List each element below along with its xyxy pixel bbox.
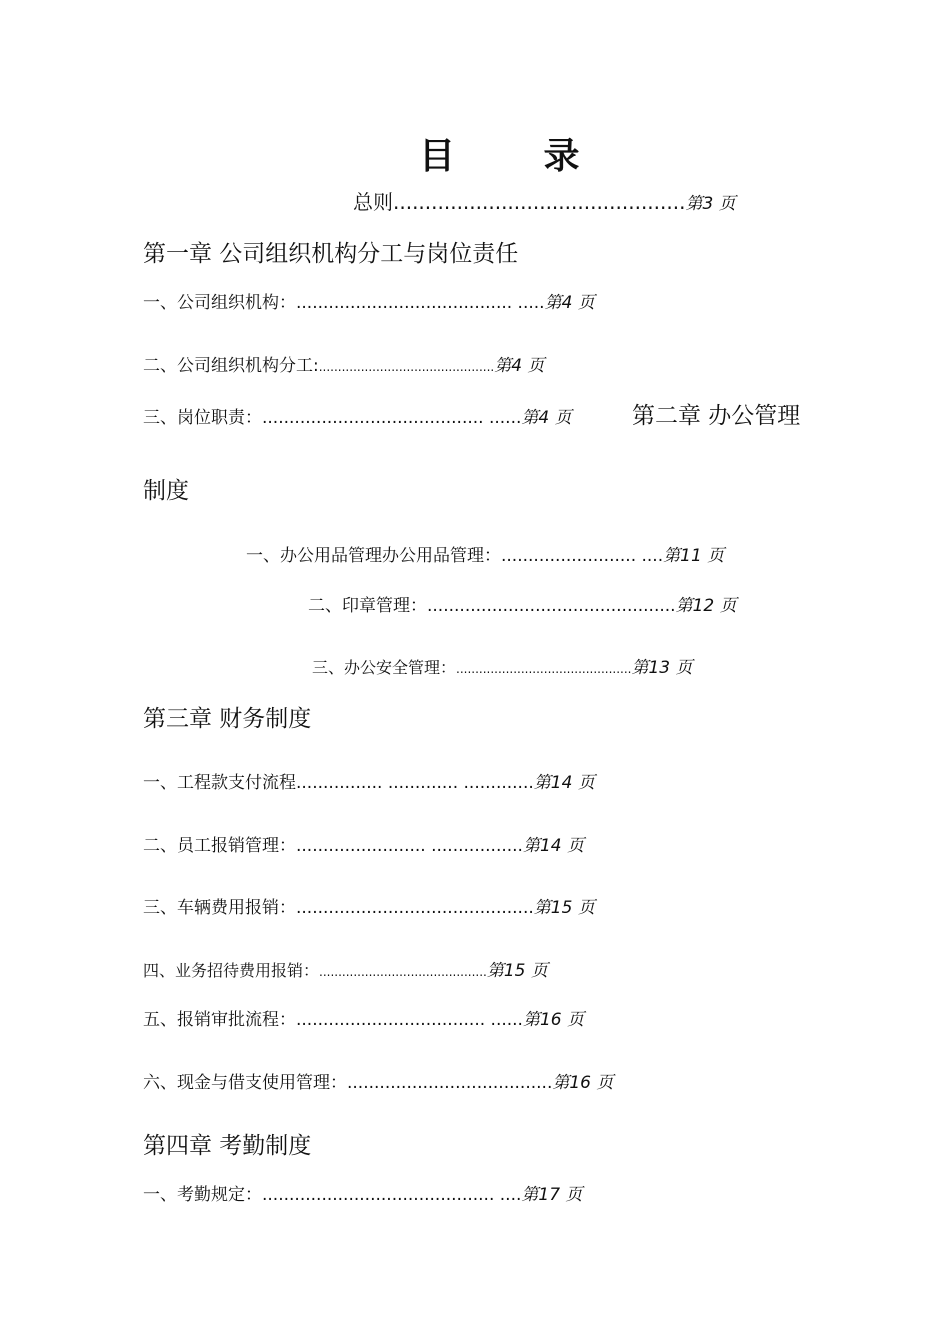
toc-entry-label: 一、办公用品管理办公用品管理： — [246, 546, 501, 566]
toc-entry[interactable] — [143, 403, 572, 428]
toc-page-number: 第14 页 — [522, 836, 585, 856]
toc-leader-dots: .............................................. — [456, 662, 632, 676]
toc-leader-dots: .............................................. — [393, 190, 686, 214]
toc-entry-label: 五、报销审批流程： — [143, 1010, 296, 1030]
toc-entry-label: 一、公司组织机构： — [143, 293, 296, 313]
toc-entry[interactable] — [312, 653, 693, 678]
chapter-heading-2: 第二章 办公管理 — [632, 403, 801, 429]
chapter-heading-1: 第一章 公司组织机构分工与岗位责任 — [143, 241, 519, 267]
toc-entry[interactable] — [143, 1005, 584, 1030]
toc-page-number: 第16 页 — [522, 1010, 585, 1030]
toc-leader-dots: ............................................ — [296, 898, 534, 918]
toc-leader-dots: ........................................ ..... — [296, 293, 545, 313]
toc-entry-label: 总则 — [353, 190, 393, 214]
toc-entry-label: 三、岗位职责： — [143, 408, 262, 428]
chapter-heading-2-continued: 制度 — [143, 478, 189, 504]
toc-page-number: 第14 页 — [533, 773, 595, 793]
toc-entry-label: 三、办公安全管理： — [312, 658, 457, 677]
toc-page-number: 第15 页 — [486, 961, 548, 981]
toc-leader-dots: ................................... ...... — [296, 1010, 523, 1030]
toc-page-number: 第3 页 — [685, 194, 736, 214]
toc-leader-dots: .............................................. — [427, 596, 676, 616]
toc-page-number: 第16 页 — [552, 1073, 614, 1093]
page-title: 目 录 — [419, 136, 618, 177]
toc-entry[interactable] — [143, 1180, 582, 1205]
toc-leader-dots: .............................................. — [318, 360, 495, 374]
toc-entry[interactable] — [143, 893, 595, 918]
toc-entry-label: 四、业务招待费用报销： — [143, 961, 320, 980]
toc-leader-dots: ......................... .... — [501, 546, 664, 566]
toc-entry-label: 二、员工报销管理： — [143, 836, 296, 856]
toc-entry-general[interactable] — [353, 186, 736, 215]
toc-page-number: 第4 页 — [494, 356, 545, 376]
toc-entry[interactable] — [143, 768, 595, 793]
toc-entry[interactable] — [143, 831, 584, 856]
toc-entry-label: 一、工程款支付流程 — [143, 773, 296, 793]
toc-leader-dots: ............................................ — [319, 965, 487, 979]
toc-leader-dots: ...................................... — [347, 1073, 553, 1093]
toc-entry-label: 一、考勤规定： — [143, 1185, 262, 1205]
toc-page-number: 第4 页 — [544, 293, 595, 313]
toc-leader-dots: ......................................... ...... — [262, 408, 522, 428]
toc-entry[interactable] — [246, 541, 724, 566]
toc-page-number: 第4 页 — [521, 408, 572, 428]
toc-page-number: 第12 页 — [675, 596, 737, 616]
chapter-heading-3: 第三章 财务制度 — [143, 706, 312, 732]
toc-leader-dots: ........................................... .... — [262, 1185, 522, 1205]
toc-entry-label: 二、印章管理： — [308, 596, 427, 616]
toc-page-number: 第11 页 — [663, 546, 725, 566]
toc-entry[interactable] — [143, 351, 544, 376]
toc-entry-label: 三、车辆费用报销： — [143, 898, 296, 918]
toc-page-number: 第13 页 — [631, 658, 693, 678]
toc-page-number: 第17 页 — [521, 1185, 583, 1205]
toc-entry[interactable] — [143, 1068, 613, 1093]
toc-entry-label: 二、公司组织机构分工: — [143, 356, 319, 376]
toc-entry[interactable] — [308, 591, 737, 616]
chapter-heading-4: 第四章 考勤制度 — [143, 1133, 312, 1159]
toc-entry[interactable] — [143, 288, 595, 313]
toc-leader-dots: ................ ............. ............. — [296, 773, 534, 793]
toc-entry-label: 六、现金与借支使用管理： — [143, 1073, 347, 1093]
toc-entry[interactable] — [143, 956, 548, 981]
toc-leader-dots: ........................ ................. — [296, 836, 523, 856]
toc-page-number: 第15 页 — [533, 898, 595, 918]
